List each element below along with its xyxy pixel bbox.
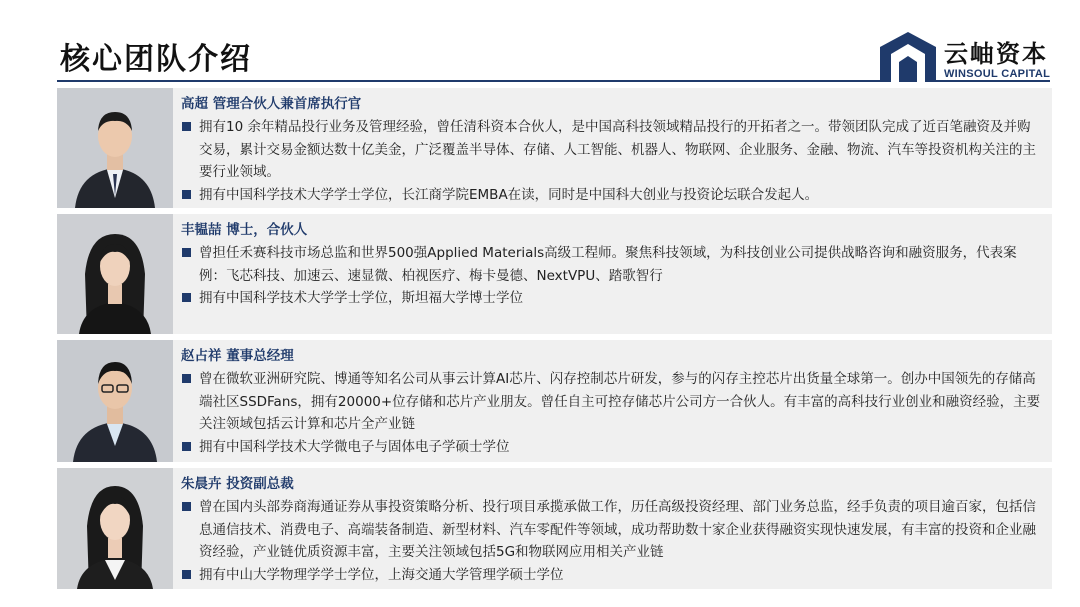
portrait-image <box>57 88 173 208</box>
page-title: 核心团队介绍 <box>60 42 252 77</box>
member-bullet <box>181 564 1042 587</box>
bullet-text: 拥有中山大学物理学学士学位，上海交通大学管理学硕士学位 <box>199 566 564 583</box>
member-photo <box>57 468 173 589</box>
member-bullet <box>181 287 1042 310</box>
bullet-text: 曾担任禾赛科技市场总监和世界500强Applied Materials高级工程师。聚焦科技领域，为科技创业公司提供战略咨询和融资服务，代表案例：飞芯科技、加速云、速显微、柏视医疗、梅卡曼德、NextVPU、踏歌智行 <box>199 245 1017 284</box>
bullet-text: 曾在微软亚洲研究院、博通等知名公司从事云计算AI芯片、闪存控制芯片研发，参与的闪存主控芯片出货量全球第一。创办中国领先的存储高端社区SSDFans，拥有20000+位存储和芯片产业朋友。曾任自主可控存储芯片公司方一合伙人。有丰富的高科技行业创业和融资经验，主要关注领域包括云计算和芯片全产业链 <box>199 371 1041 432</box>
member-bullet <box>181 436 1042 459</box>
member-name: 朱晨卉 投资副总裁 <box>181 476 294 492</box>
bullet-square-icon <box>182 293 191 302</box>
logo-name-en: WINSOUL CAPITAL <box>944 68 1051 80</box>
bullet-text: 拥有中国科学技术大学微电子与固体电子学硕士学位 <box>199 438 510 455</box>
bullet-square-icon <box>182 442 191 451</box>
bullet-square-icon <box>182 570 191 579</box>
member-card <box>57 468 1052 589</box>
member-bullet <box>181 116 1042 184</box>
bullet-square-icon <box>182 374 191 383</box>
bullet-square-icon <box>182 190 191 199</box>
member-bullet <box>181 368 1042 436</box>
portrait-image <box>57 340 173 462</box>
bullet-text: 拥有10 余年精品投行业务及管理经验，曾任清科资本合伙人，是中国高科技领域精品投行的开拓者之一。带领团队完成了近百笔融资及并购交易，累计交易金额达数十亿美金，广泛覆盖半导体、存储、人工智能、机器人、物联网、企业服务、金融、物流、汽车等投资机构关注的主要行业领域。 <box>199 119 1036 180</box>
portrait-image <box>57 468 173 589</box>
logo-mark-icon <box>878 30 938 84</box>
company-logo <box>878 28 1058 84</box>
member-card <box>57 88 1052 208</box>
member-card <box>57 340 1052 462</box>
member-bullet <box>181 496 1042 564</box>
bullet-text: 曾在国内头部券商海通证券从事投资策略分析、投行项目承揽承做工作，历任高级投资经理、部门业务总监，经手负责的项目逾百家，包括信息通信技术、消费电子、高端装备制造、新型材料、汽车零配件等领域，成功帮助数十家企业获得融资实现快速发展，有丰富的投资和企业融资经验，产业链优质资源丰富，主要关注领域包括5G和物联网应用相关产业链 <box>199 499 1036 560</box>
member-bullet <box>181 184 1042 207</box>
member-photo <box>57 214 173 334</box>
member-name: 赵占祥 董事总经理 <box>181 348 294 364</box>
member-card <box>57 214 1052 334</box>
bullet-text: 拥有中国科学技术大学学士学位，斯坦福大学博士学位 <box>199 290 523 306</box>
member-photo <box>57 340 173 462</box>
member-photo <box>57 88 173 208</box>
portrait-image <box>57 214 173 334</box>
bullet-text: 拥有中国科学技术大学学士学位，长江商学院EMBA在读，同时是中国科大创业与投资论坛联合发起人。 <box>199 186 819 203</box>
member-name: 高超 管理合伙人兼首席执行官 <box>181 96 362 112</box>
bullet-square-icon <box>182 122 191 131</box>
logo-name-cn: 云岫资本 <box>944 39 1048 68</box>
member-name: 丰韫喆 博士，合伙人 <box>181 222 308 238</box>
bullet-square-icon <box>182 248 191 257</box>
member-bullet <box>181 242 1042 287</box>
bullet-square-icon <box>182 502 191 511</box>
